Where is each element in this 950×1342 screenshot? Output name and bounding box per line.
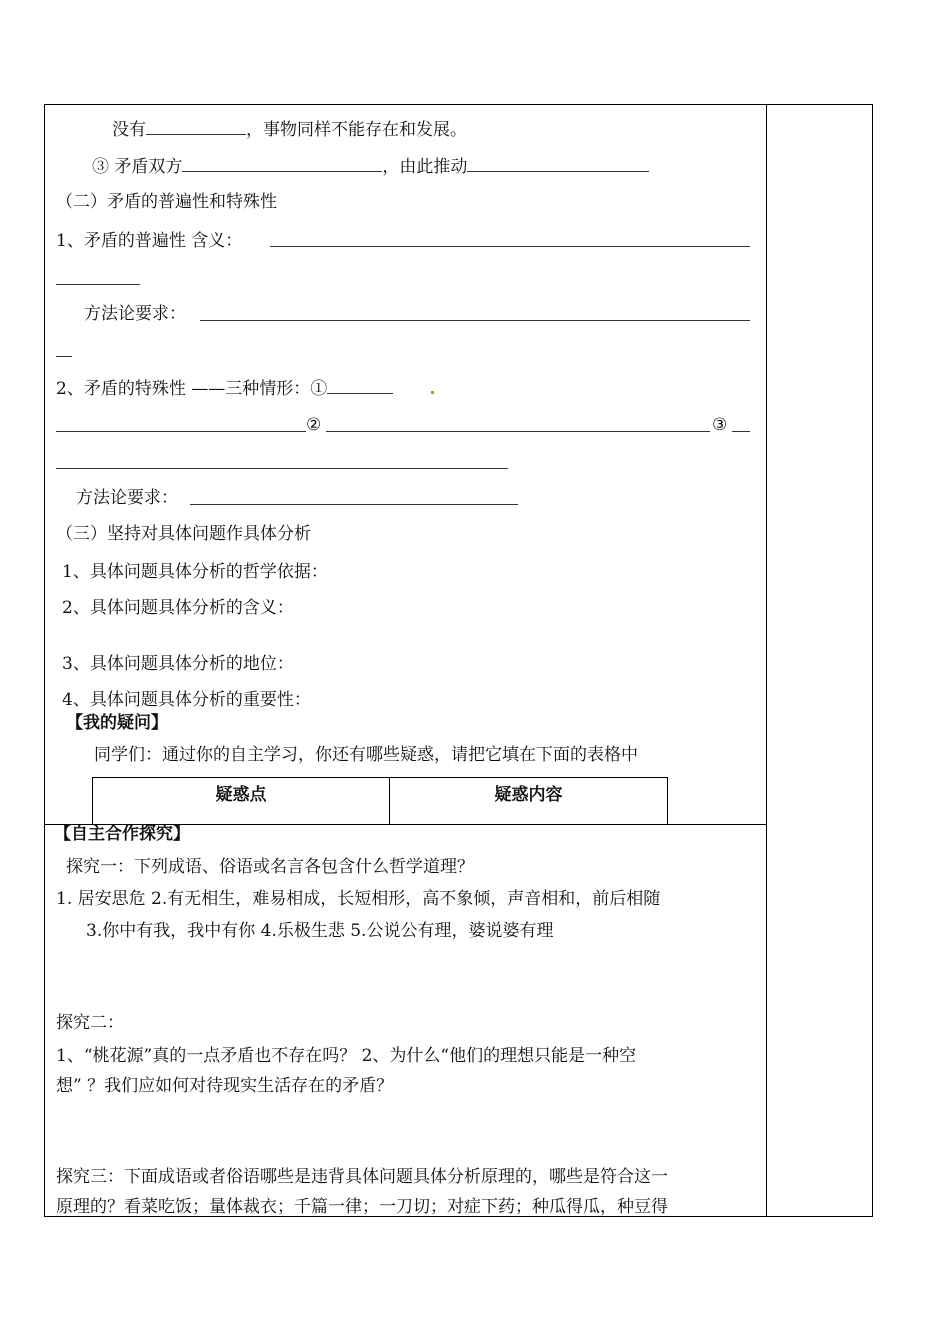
table-col-divider: [766, 104, 767, 1217]
universality-label: 1、矛盾的普遍性 含义：: [56, 231, 243, 251]
text-mei-you: 没有: [112, 120, 146, 140]
explore2-line1: 1、“桃花源”真的一点矛盾也不存在吗？ 2、为什么“他们的理想只能是一种空: [56, 1046, 637, 1066]
item-4: 4、具体问题具体分析的重要性：: [62, 690, 311, 710]
doubt-header: 【我的疑问】: [66, 713, 168, 733]
explore2-title: 探究二：: [56, 1013, 124, 1033]
explore2-line2: 想” ？我们应如何对待现实生活存在的矛盾？: [56, 1076, 394, 1096]
method1-blank-cont[interactable]: [56, 356, 72, 357]
line-mei-you: [112, 118, 467, 141]
explore-header: 【自主合作探究】: [54, 824, 190, 844]
explore1-line1: 1. 居安思危 2.有无相生，难易相成，长短相形，高不象倾，声音相和，前后相随: [56, 889, 661, 909]
universality-blank[interactable]: [270, 246, 750, 247]
blank[interactable]: [467, 155, 649, 172]
specialty-label: [56, 377, 393, 400]
doubt-table-top: [92, 777, 667, 778]
universality-blank-cont[interactable]: [56, 284, 140, 285]
specialty-blank-2[interactable]: [326, 431, 710, 432]
blank[interactable]: [146, 118, 246, 135]
dot-mark: [431, 391, 434, 394]
explore3-line1: 探究三：下面成语或者俗语哪些是违背具体问题具体分析原理的，哪些是符合这一: [56, 1167, 668, 1187]
text-line2-pre: ③ 矛盾双方: [92, 157, 183, 177]
method2-label: 方法论要求：: [76, 488, 178, 508]
explore3-line2: 原理的？看菜吃饭；量体裁衣；千篇一律；一刀切；对症下药；种瓜得瓜，种豆得: [56, 1197, 668, 1217]
method2-blank[interactable]: [190, 504, 518, 505]
section-2-title: （二）矛盾的普遍性和特殊性: [56, 192, 277, 212]
specialty-blank-1[interactable]: [56, 431, 306, 432]
item-2: 2、具体问题具体分析的含义：: [62, 598, 294, 618]
text-specialty: 2、矛盾的特殊性 ——三种情形：①: [56, 379, 328, 399]
doubt-col-header-1: 疑惑点: [215, 785, 267, 805]
table-left-border: [44, 104, 45, 1217]
circle-2: ②: [306, 415, 322, 435]
method1-label: 方法论要求：: [84, 304, 186, 324]
blank[interactable]: [182, 155, 382, 172]
item-3: 3、具体问题具体分析的地位：: [62, 654, 294, 674]
table-top-border: [44, 104, 873, 105]
doubt-table-right: [667, 777, 668, 824]
doubt-intro: 同学们：通过你的自主学习，你还有哪些疑惑，请把它填在下面的表格中: [94, 745, 638, 765]
circle-3: ③: [712, 415, 728, 435]
doubt-col-header-2: 疑惑内容: [494, 785, 563, 805]
item-1: 1、具体问题具体分析的哲学依据：: [62, 562, 328, 582]
text-line2-mid: ，由此推动: [382, 157, 468, 177]
specialty-blank-4[interactable]: [56, 468, 508, 469]
table-right-border: [872, 104, 873, 1217]
text-line1-post: ，事物同样不能存在和发展。: [246, 120, 467, 140]
line-contradiction-sides: [92, 155, 649, 178]
explore1-title: 探究一：下列成语、俗语或名言各包含什么哲学道理？: [66, 857, 474, 877]
method1-blank[interactable]: [200, 320, 750, 321]
explore1-line2: 3.你中有我，我中有你 4.乐极生悲 5.公说公有理，婆说婆有理: [86, 921, 554, 941]
blank[interactable]: [327, 377, 393, 394]
specialty-blank-3[interactable]: [732, 431, 750, 432]
section-3-title: （三）坚持对具体问题作具体分析: [56, 524, 311, 544]
